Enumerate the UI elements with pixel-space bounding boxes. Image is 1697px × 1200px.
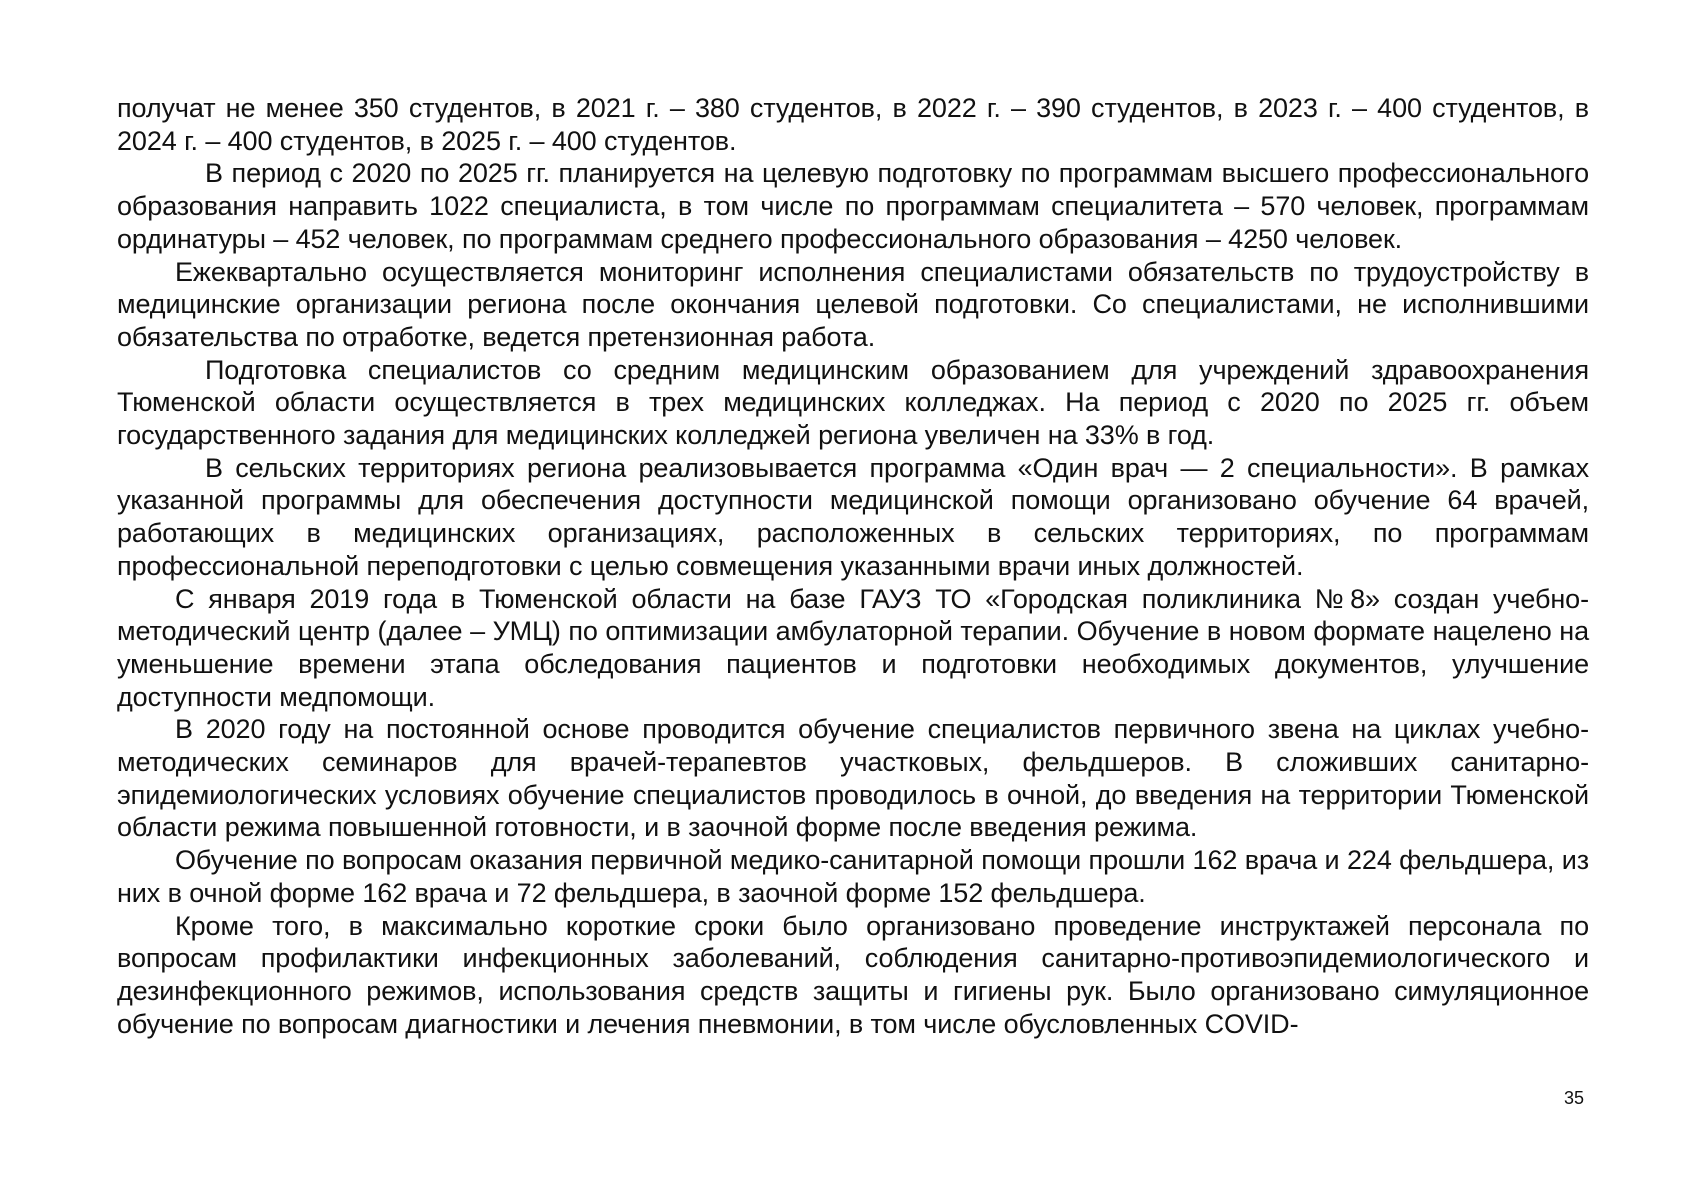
document-page [117,92,1589,1040]
paragraph-medical-colleges: Подготовка специалистов со средним медицинским образованием для учреждений здравоохранения Тюменской области осуществляется в трех медицинских колледжах. На период с 2020 по 2025 гг. объем государственного задания для медицинских колледжей региона увеличен на 33% в год. [117,354,1589,451]
paragraph-rural-program: В сельских территориях региона реализовывается программа «Один врач — 2 специальности». В рамках указанной программы для обеспечения доступности медицинской помощи организовано обучение 64 врачей, работающих в медицинских организациях, расположенных в сельских территориях, по программам профессиональной переподготовки с целью совмещения указанными врачи иных должностей. [117,452,1589,581]
paragraph-training-stats: Обучение по вопросам оказания первичной медико-санитарной помощи прошли 162 врача и 224 фельдшера, из них в очной форме 162 врача и 72 фельдшера, в заочной форме 152 фельдшера. [117,845,1589,908]
paragraph-instructions: Кроме того, в максимально короткие сроки было организовано проведение инструктажей персонала по вопросам профилактики инфекционных заболеваний, соблюдения санитарно-противоэпидемиологического и дезинфекционного режимов, использования средств защиты и гигиены рук. Было организовано симуляционное обучение по вопросам диагностики и лечения пневмонии, в том числе обусловленных COVID- [117,910,1589,1039]
paragraph-primary-training: В 2020 году на постоянной основе проводится обучение специалистов первичного звена на циклах учебно-методических семинаров для врачей-терапевтов участковых, фельдшеров. В сложивших санитарно-эпидемиологических условиях обучение специалистов проводилось в очной, до введения на территории Тюменской области режима повышенной готовности, и в заочной форме после введения режима. [117,714,1589,843]
paragraph-umc-center: С января 2019 года в Тюменской области на базе ГАУЗ ТО «Городская поликлиника №8» создан учебно-методический центр (далее – УМЦ) по оптимизации амбулаторной терапии. Обучение в новом формате нацелено на уменьшение времени этапа обследования пациентов и подготовки необходимых документов, улучшение доступности медпомощи. [117,583,1589,712]
page-number: 35 [1563,1088,1584,1108]
paragraph-targeted-training: В период с 2020 по 2025 гг. планируется на целевую подготовку по программам высшего профессионального образования направить 1022 специалиста, в том числе по программам специалитета – 570 человек, программам ординатуры – 452 человек, по программам среднего профессионального образования – 4250 человек. [117,158,1589,254]
paragraph-monitoring: Ежеквартально осуществляется мониторинг исполнения специалистами обязательств по трудоустройству в медицинские организации региона после окончания целевой подготовки. Со специалистами, не исполнившими обязательства по отработке, ведется претензионная работа. [117,256,1589,352]
paragraph-students-continued: получат не менее 350 студентов, в 2021 г. – 380 студентов, в 2022 г. – 390 студентов, в 2023 г. – 400 студентов, в 2024 г. – 400 студентов, в 2025 г. – 400 студентов. [117,93,1589,156]
